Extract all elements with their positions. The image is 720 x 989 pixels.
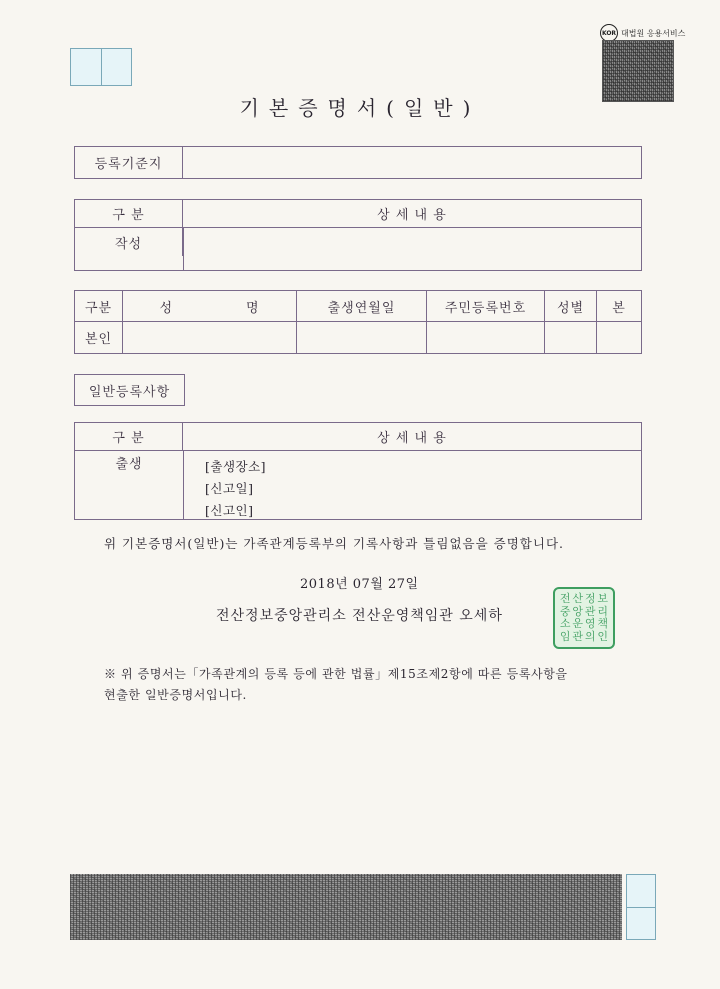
general-col-category: 구 분 [75,200,183,228]
general-row-label: 작성 [75,228,183,256]
seal-char: 임 [559,629,571,643]
person-table [74,290,642,354]
notice-line-2: 현출한 일반증명서입니다. [104,688,247,702]
person-header-surname: 성 [159,300,174,316]
person-header-gender: 성별 [545,291,597,322]
document-corner-box [70,48,132,86]
birth-place-label: [출생장소] [205,459,267,474]
seal-char: 영 [584,617,596,631]
seal-char: 전 [559,592,571,606]
person-gender-value [545,322,597,353]
bottom-barcode-image [70,874,622,940]
notice-line-1: ※ 위 증명서는「가족관계의 등록 등에 관한 법률」제15조제2항에 따른 등록사항을 [104,667,568,681]
official-seal [553,587,615,649]
general-registration-box [74,374,185,406]
reporter-label: [신고인] [205,503,254,518]
certification-text: 위 기본증명서(일반)는 가족관계등록부의 기록사항과 틀림없음을 증명합니다. [104,536,564,551]
report-date-label: [신고일] [205,481,254,496]
seal-char: 보 [597,592,609,606]
general-row-value [183,228,641,270]
seal-char: 책 [597,617,609,631]
service-label: 대법원 응용서비스 [621,28,686,38]
registry-table [74,146,642,179]
person-name-value [123,322,297,353]
seal-char: 운 [572,617,584,631]
issue-date: 2018년 07월 27일 [300,577,419,592]
person-row-label: 본인 [75,322,123,353]
seal-char: 인 [597,629,609,643]
seal-char: 산 [572,592,584,606]
person-birthdate-value [297,322,427,353]
seal-char: 소 [559,617,571,631]
bottom-corner-box [626,874,656,940]
seal-char: 정 [584,592,596,606]
birth-table [74,422,642,520]
general-table [74,199,642,271]
person-id-value [427,322,545,353]
seal-char: 중 [559,604,571,618]
birth-col-details: 상 세 내 용 [183,423,641,451]
person-clan-value [597,322,641,353]
seal-char: 관 [584,604,596,618]
seal-char: 관 [572,629,584,643]
general-registration-label: 일반등록사항 [88,384,171,400]
person-header-given: 명 [245,300,260,316]
person-header-clan: 본 [597,291,641,322]
person-header-category: 구분 [75,291,123,322]
registry-label: 등록기준지 [75,147,183,178]
registry-value [183,147,641,178]
person-header-birthdate: 출생연월일 [297,291,427,322]
seal-char: 의 [584,629,596,643]
issuer-name: 전산정보중앙관리소 전산운영책임관 오세하 [216,608,503,624]
birth-row-label: 출생 [115,456,143,472]
birth-col-category: 구 분 [75,423,183,451]
seal-char: 리 [597,604,609,618]
person-header-id-number: 주민등록번호 [427,291,545,322]
seal-char: 앙 [572,604,584,618]
general-col-details: 상 세 내 용 [183,200,641,228]
person-header-name [123,291,297,322]
court-logo-icon: KOR [600,24,618,42]
document-title: 기본증명서(일반) [239,96,481,120]
